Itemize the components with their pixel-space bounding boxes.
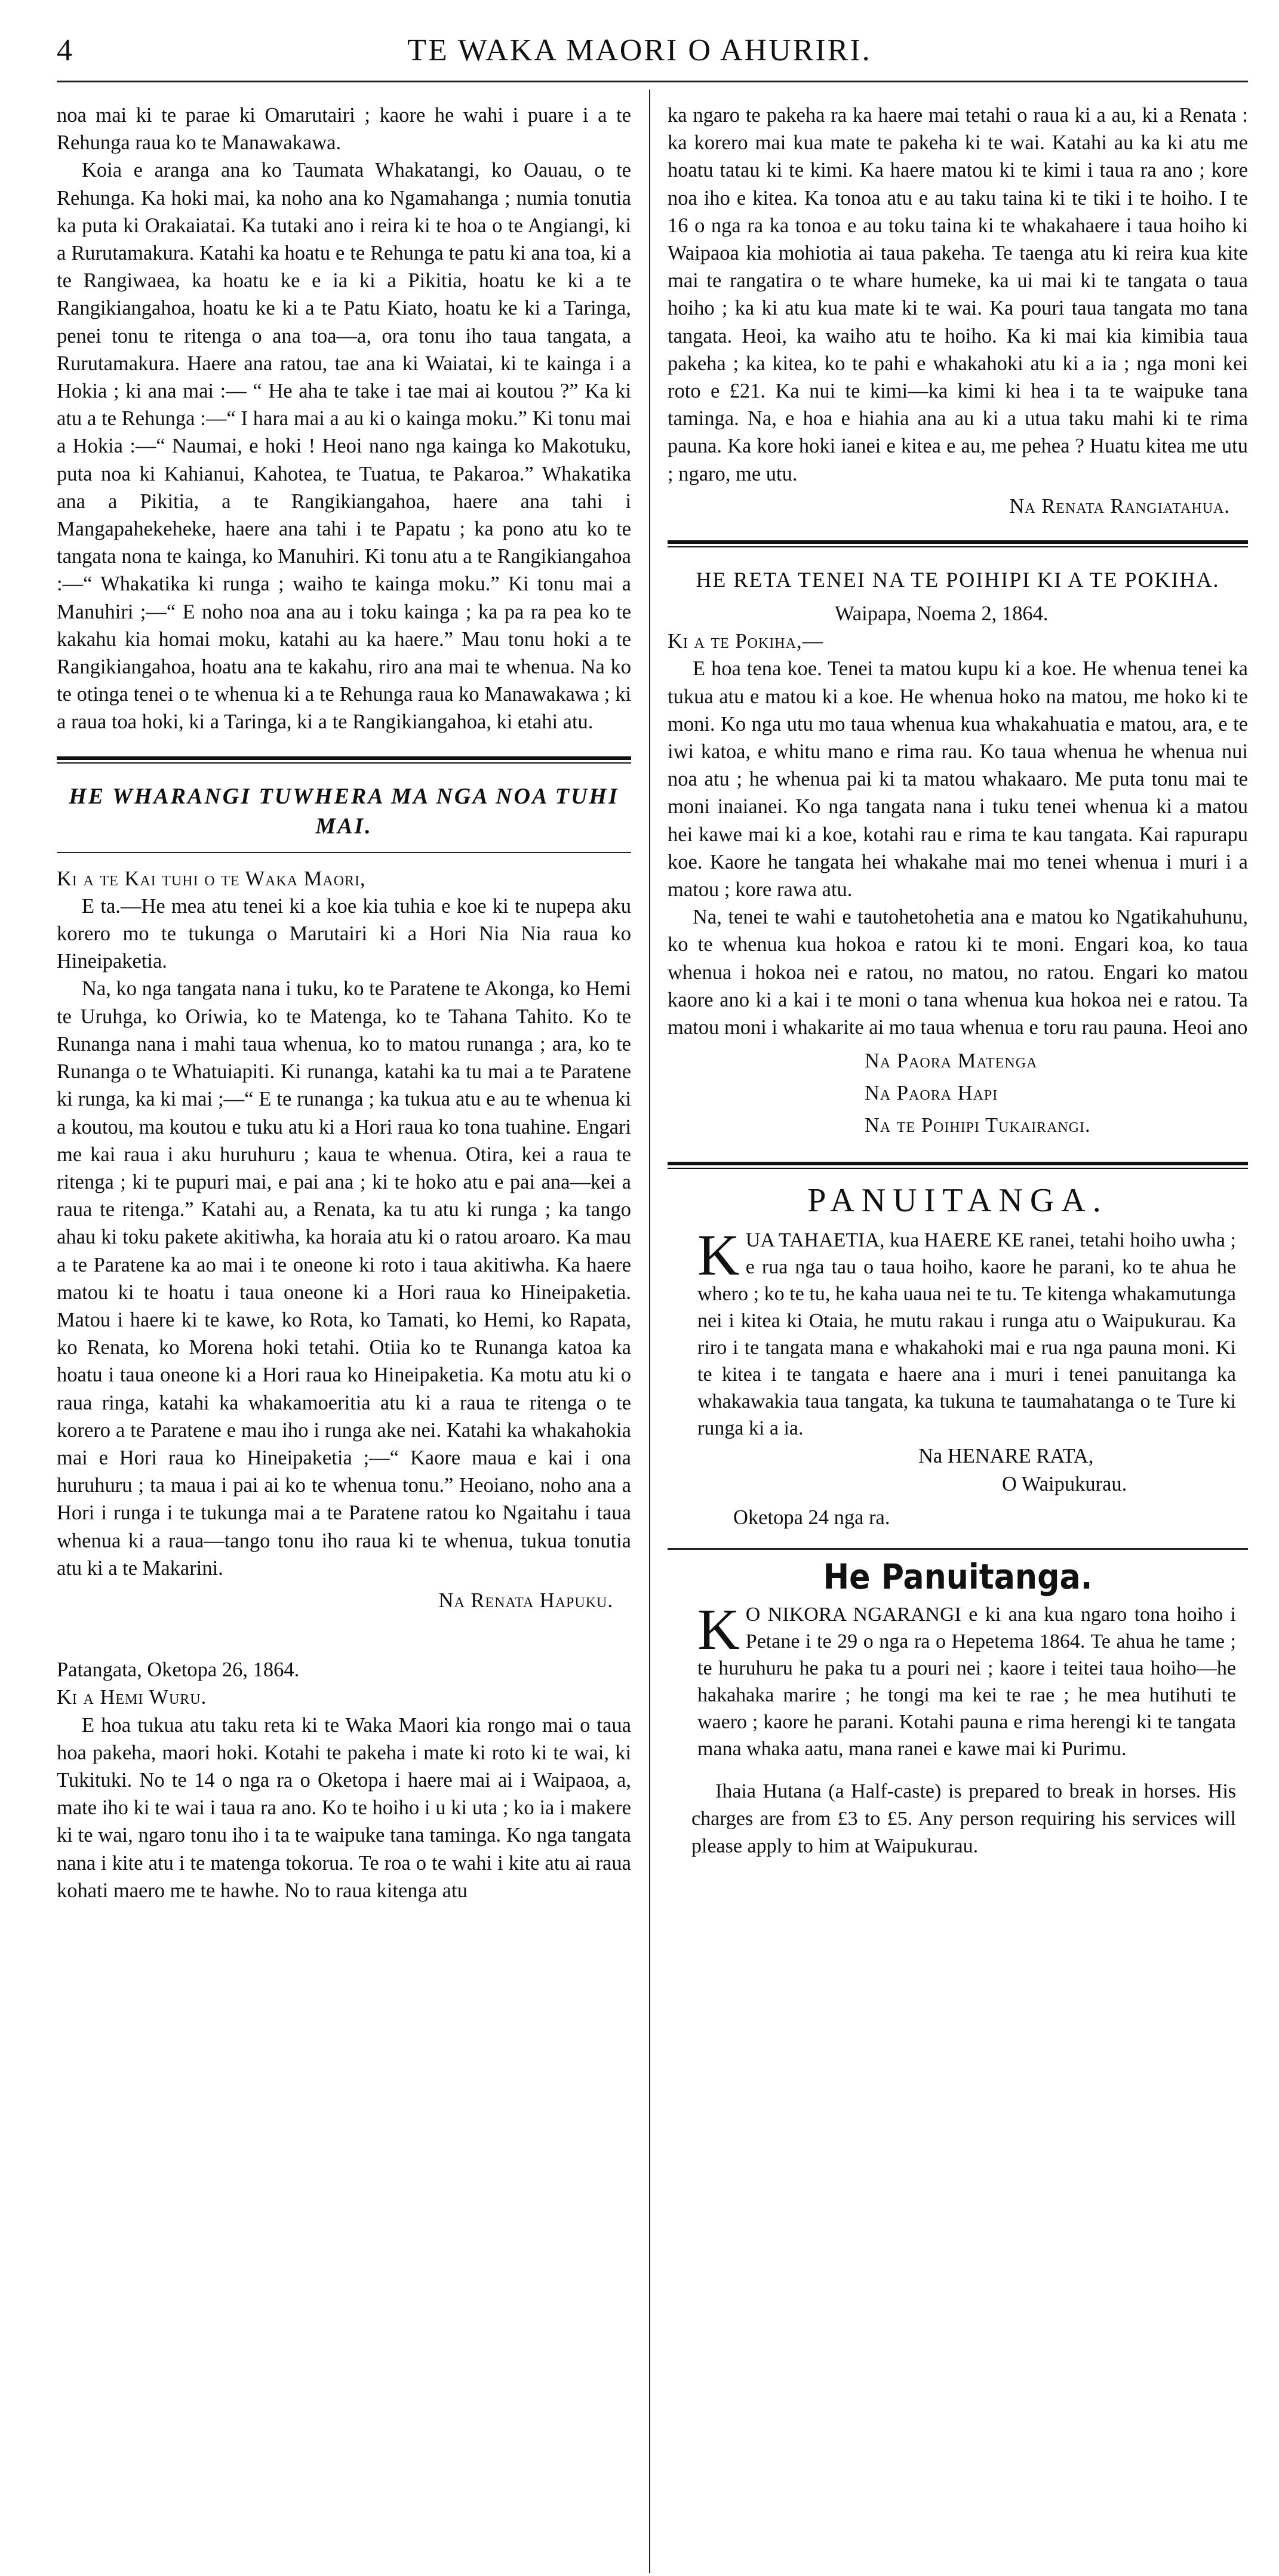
article-continuation-paragraph: noa mai ki te parae ki Omarutairi ; kaore he wahi i puare i a te Rehunga raua ko te Manawakawa. (57, 104, 631, 155)
notice-body (697, 1223, 1236, 1442)
letter-signature: Na Renata Rangiatahua. (1009, 494, 1230, 518)
notice-heading: He Panuitanga. (823, 1556, 1093, 1597)
notice-text: O NIKORA NGARANGI e ki ana kua ngaro tona hoiho i Petane i te 29 o nga ra o Hepetema 1864. Te ahua he tame ; te huruhuru he paka tu a pouri nei ; kaore i teitei taua hoiho—he hakahaka marire ; he tongi ma kei te rae ; he mea hutihuti te waero ; kaore he parani. Kotahi pauna e rima herengi ki te tangata mana whaka aatu, mana ranei e kawe mai ki Purimu. (697, 1604, 1236, 1761)
section-rule (57, 756, 631, 764)
drop-cap: K (697, 1598, 740, 1663)
letter-paragraph: E hoa tena koe. Tenei ta matou kupu ki a koe. He whenua tenei ka tukua atu e matou ki a koe. He whenua hoko na matou, me hoko ki te moni. Ko nga utu mo taua whenua kua whakahuatia e matou, ara, e te iwi katoa, e whitu mano e rima rau. Ko taua whenua he whenua nui noa atu ; he whenua pai ki ta matou whakaaro. Me puta tonu mai te moni inaianei. Ko nga tangata nana i tuku tenei whenua ki a matou hei kawe mai ki a koe, kotahi rau e rima te kau tangata. Kai rapurapu koe. Kaore he tangata hei whakahe mai mo tenei whenua i muri i a matou ; kore rawa atu. (668, 657, 1248, 901)
right-column (668, 101, 1248, 1860)
letter-salutation: Ki a te Kai tuhi o te Waka Maori, (57, 867, 366, 890)
letter-paragraph: E ta.—He mea atu tenei ki a koe kia tuhia e koe ki te nupepa aku korero mo te tukunga o Marutairi ki a Hori Nia Nia raua ko Hineipaketia. (57, 894, 631, 973)
letters-section-heading: HE WHARANGI TUWHERA MA NGA NOA TUHI MAI. (69, 783, 619, 839)
english-notice-text: Ihaia Hutana (a Half-caste) is prepared to break in horses. His charges are from £3 to £5. Any person requiring his services will please apply to him at Waipukurau. (691, 1780, 1236, 1858)
notice-place: O Waipukurau. (1002, 1472, 1127, 1495)
section-subrule (57, 852, 631, 853)
notice-signature: Na HENARE RATA, (918, 1444, 1094, 1467)
letter-continuation-paragraph: ka ngaro te pakeha ra ka haere mai tetahi o raua ki a au, ki a Renata : ka korero mai kua mate te pakeha ki te wai. Katahi au ka ki atu me hoatu tatau ki te kimi. Ka haere matou ki te kimi i taua ra ano ; kore noa iho e kitea. Ka tonoa atu e au taku taina ki te tiki i te hoiho. I te 16 o nga ra ka tonoa e au toku taina ki te whakahaere i taua hoiho ki Waipaoa kia mohiotia ai taua pakeha. Te taenga atu ki reira kua kite mai te rangatira o te whare humeke, ka ui mai ki te tangata o taua hoiho ; ka ki atu kua mate ki te wai. Ka pouri taua tangata mo tana tangata. Heoi, ka waiho atu te hoiho. Ka ki mai kia kimibia taua pakeha ; ka kitea, ko te pahi e whakahoki atu ki a ia ; nga moni kei roto e £21. Ka nui te kimi—ka kimi ki hea i ta te waipuke tana taminga. Na, e hoa e hiahia ana au ki a utua taku mahi ki te rima pauna. Ka kore hoki ianei e kitea e au, me pehea ? Huatu kitea me utu ; ngaro, me utu. (668, 104, 1248, 485)
notice-heading: PANUITANGA. (807, 1182, 1108, 1220)
letter-paragraph: Na, ko nga tangata nana i tuku, ko te Paratene te Akonga, ko Hemi te Uruhga, ko Oriwia, ko te Matenga, ko te Tahana Tahito. Ko te Runanga nana i mahi taua whenua, ko to matou runanga ; ara, ko te Runanga o te Whatuiapiti. Ki runanga, katahi ka tu mai a te Paratene ki runga, ka ki mai ;—“ E te runanga ; ka tukua atu e au te whenua ki a koutou, ma koutou e tuku atu ki a Hori raua ko tona tuahine. Engari me kai raua i aku huruhuru ; kaua te whenua. Otira, kei a raua te ritenga ; ki te pupuri mai, e pai ana ; ki te hoko atu e pai ana—kei a raua te ritenga.” Katahi au, a Renata, ka tu atu ki runga ; ka tango ahau ki toku pakete akitiwha, ka horaia atu ki o ratou aroaro. Ka mau a te Paratene ka ao mai i te oneone ki roto i taua akitiwha. Ka haere matou ki te hoatu i taua oneone ki a Hori raua ko Hineipaketia. Matou i haere ki te kawe, ko Rota, ko Tamati, ko Hemi, ko Rapata, ko Renata, ko Morena hoki tetahi. Otiia ko te Runanga katoa ka hoatu i taua oneone ki a Hori raua ko Hineipaketia. Ka motu atu ki o raua ringa, katahi ka whakamoeritia atu ki a raua te ritenga o te korero a te Paratene e mau iho i runga ake nei. Katahi ka whakahokia mai e Hori raua ko Hineipaketia ;—“ Kaore maua e kai i ona huruhuru ; ta maua i pai ai ko te whenua tonu.” Heoiano, noho ana a Hori i runga i te tukunga mai a te Paratene ratou ko Ngaitahu i taua whenua ki a raua—tango tonu iho raua ki te whenua, tukua tonutia atu ki a te Makarini. (57, 977, 631, 1580)
letter-paragraph: E hoa tukua atu taku reta ki te Waka Maori kia rongo mai o taua hoa pakeha, maori hoki. Kotahi te pakeha i mate ki roto ki te wai, ki Tukituki. No te 14 o nga ra o Oketopa i haere mai ai i Waipaoa, a, mate iho ki te wai i taua ra ano. Ko te hoiho i u ki uta ; ko ia i makere ki te wai, ngaro tonu iho i ta te waipuke tana taminga. Ko nga tangata nana i kite atu i te matenga tokorua. Te roa o te wahi i kite atu ai raua kohati maero me te hawhe. No to raua kitenga atu (57, 1713, 631, 1902)
column-divider (649, 90, 650, 2573)
letter-signature: Na Renata Hapuku. (438, 1589, 613, 1612)
letter-salutation: Ki a Hemi Wuru. (57, 1686, 207, 1709)
page-number: 4 (57, 33, 72, 67)
signature-line: Na Paora Matenga (865, 1050, 1038, 1073)
letter-paragraph: Na, tenei te wahi e tautohetohetia ana e matou ko Ngatikahuhunu, ko te whenua kua hokoa e ratou ki te moni. Engari koa, ko taua whenua i hokoa nei e ratou, no matou, no ratou. Engari ko matou kaore ano ki a kai i te moni o tana whenua kua hokoa nei e ratou. Ta matou moni i whakarite ai mo taua whenua e toru rau pauna. Heoi ano (668, 906, 1248, 1039)
drop-cap: K (697, 1223, 740, 1288)
notice-date: Oketopa 24 nga ra. (733, 1506, 890, 1529)
masthead-title: TE WAKA MAORI O AHURIRI. (407, 33, 872, 67)
signature-line: Na te Poihipi Tukairangi. (865, 1114, 1091, 1137)
letter-salutation: Ki a te Pokiha,— (668, 630, 824, 653)
article-paragraph: Koia e aranga ana ko Taumata Whakatangi, ko Oauau, o te Rehunga. Ka hoki mai, ka noho ana ko Ngamahanga ; numia tonutia ka puta ki Orakaiatai. Ka tutaki ano i reira ki te hoa o te Angiangi, ki a Rurutamakura. Katahi ka hoatu e te Rehunga te patu ki ana toa, ki a te Rangiwaea, ka hoatu ke e ia ki a Pikitia, hoatu ke ki a te Rangikiangahoa, hoatu ke ki a te Patu Kiato, hoatu ke ki a Taringa, penei tonu te ritenga o ana toa—a, ora tonu iho taua tangata, a Rurutamakura. Haere ana ratou, tae ana ki Waiatai, ki te kainga i a Hokia ; ki ana mai :— “ He aha te take i tae mai ai koutou ?” Ka ki atu a te Rehunga :—“ I hara mai a au ki o kainga moku.” Ki tonu mai a Hokia :—“ Naumai, e hoki ! Heoi nano nga kainga ko Makotuku, puta noa ki Kahianui, Kahotea, te Tuatua, te Pakaroa.” Whakatika ana a Pikitia, a te Rangikiangahoa, haere ana tahi i Mangapahekeheke, haere ana tahi i te Papatu ; ka pono atu ko te tangata nona te kainga, ko Manuhiri. Ki tonu atu a te Rangikiangahoa :—“ Whakatika ki runga ; waiho te kainga moku.” Ki tonu mai a Manuhiri ;—“ E noho noa ana au i toku kainga ; ka pa ra pea ko te kakahu kia homai moku, katahi au ka haere.” Mau tonu hoki a te Rangikiangahoa, hoatu ana te kakahu, riro ana mai te whenua. Na ko te otinga tenei o te whenua ki a te Rehunga raua ko Manawakawa ; ki a raua toa hoki, ki a Taringa, ki a te Rangikiangahoa, ki etahi atu. (57, 159, 631, 734)
notice-body (697, 1598, 1236, 1762)
section-rule (668, 540, 1248, 547)
spacer (57, 1614, 631, 1656)
english-notice (691, 1778, 1236, 1860)
notice-divider (668, 1548, 1248, 1550)
section-rule (668, 1162, 1248, 1169)
letter-dateline: Waipapa, Noema 2, 1864. (835, 602, 1049, 626)
signature-list (865, 1045, 1248, 1141)
signature-line: Na Paora Hapi (865, 1082, 998, 1105)
notice-text: UA TAHAETIA, kua HAERE KE ranei, tetahi hoiho uwha ; e rua nga tau o taua hoiho, kaore he parani, ko te ahua he whero ; ko te tu, he kaha uaua nei te tu. Te kitenga whakamutunga nei i kitea ki Otaia, he mutu rakau i runga atu o Waipukurau. Ka riro i te tangata mana e whakahoki mai e rua nga pauna moni. Ki te kitea i te tangata e haere ana i muri i tenei panuitanga ka whakawakia taua tangata, ka tukuna te taumahatanga o te Ture ki runga ki a ia. (697, 1229, 1236, 1439)
header-rule (57, 81, 1248, 82)
left-column (57, 101, 631, 1904)
letter-dateline: Patangata, Oketopa 26, 1864. (57, 1658, 300, 1682)
letter-heading: HE RETA TENEI NA TE POIHIPI KI A TE POKIHA. (696, 568, 1220, 592)
